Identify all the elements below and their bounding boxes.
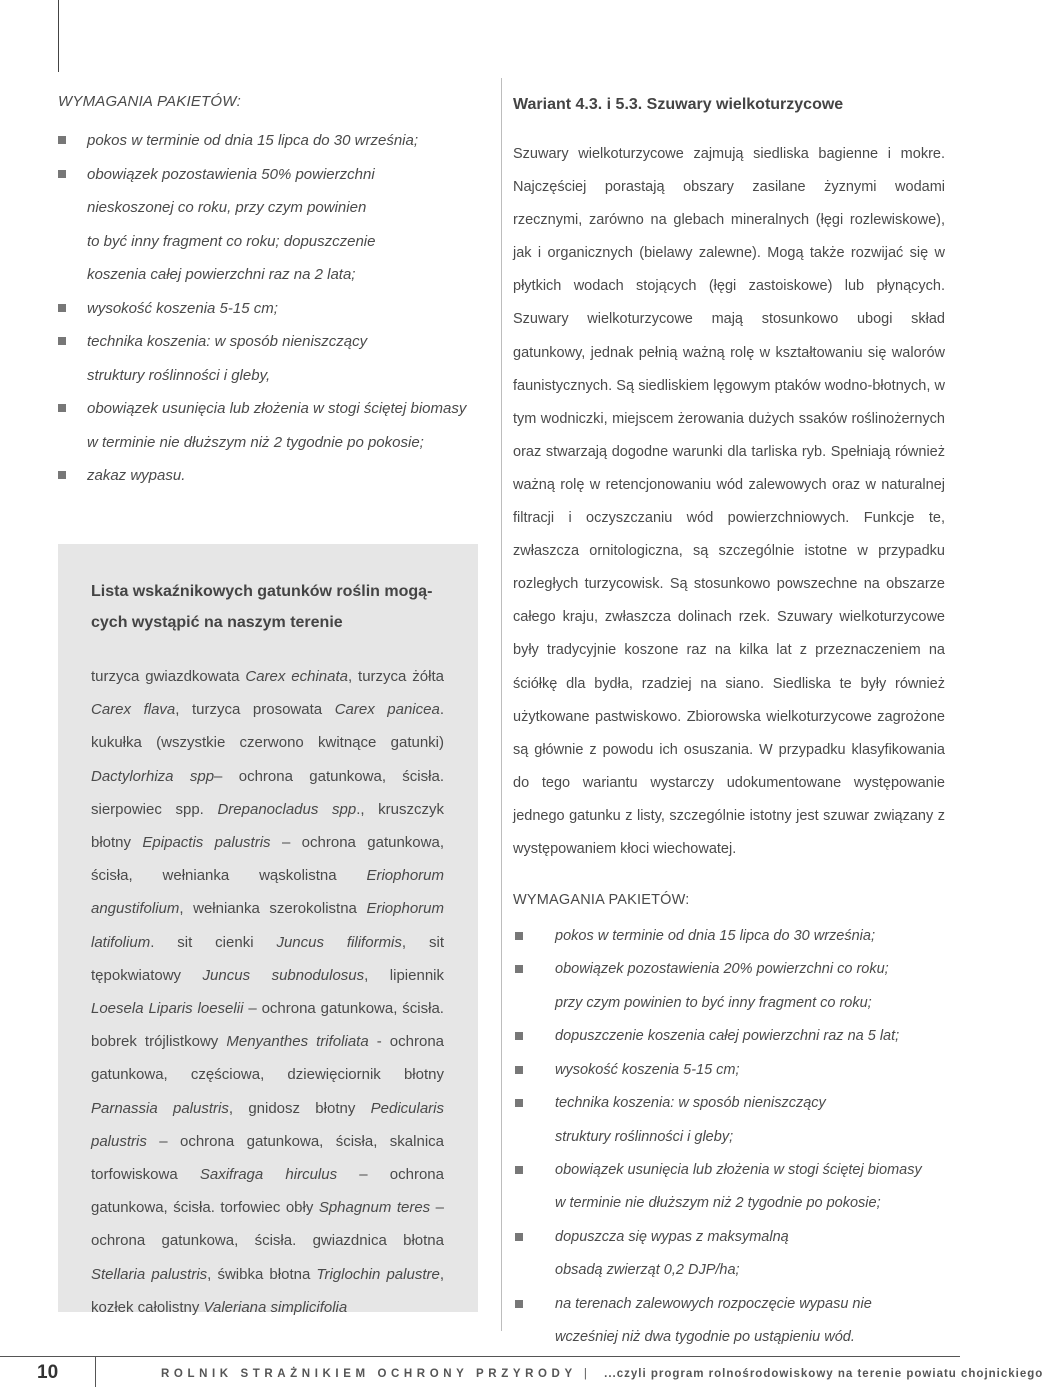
requirement-item: zakaz wypasu. bbox=[58, 459, 478, 493]
requirement-item: na terenach zalewowych rozpoczęcie wypasu nie wcześniej niż dwa tygodnie po ustąpieniu wód. bbox=[513, 1288, 945, 1355]
requirement-item: obowiązek usunięcia lub złożenia w stogi ściętej biomasy w terminie nie dłuższym niż 2 tygodnie po pokosie; bbox=[513, 1154, 945, 1221]
requirement-item: obowiązek pozostawienia 20% powierzchni co roku; przy czym powinien to być inny fragment co roku; bbox=[513, 953, 945, 1020]
square-bullet-icon bbox=[515, 1066, 523, 1074]
square-bullet-icon bbox=[515, 1233, 523, 1241]
species-text: - ochrona gatunkowa, częściowa, dziewięciornik błotny bbox=[91, 1033, 445, 1084]
requirements-heading: WYMAGANIA PAKIETÓW: bbox=[58, 93, 241, 110]
requirement-item: dopuszcza się wypas z maksymalną obsadą zwierząt 0,2 DJP/ha; bbox=[513, 1221, 945, 1288]
species-latin-name: Eriophorum latifolium bbox=[91, 900, 444, 951]
requirement-item: pokos w terminie od dnia 15 lipca do 30 września; bbox=[513, 920, 945, 953]
requirement-item: obowiązek usunięcia lub złożenia w stogi ściętej biomasy w terminie nie dłuższym niż 2 tygodnie po pokosie; bbox=[58, 392, 478, 459]
species-list-body bbox=[91, 660, 444, 1324]
section-title: Wariant 4.3. i 5.3. Szuwary wielkoturzycowe bbox=[513, 96, 844, 113]
footer-running-title bbox=[161, 1368, 1043, 1380]
species-text: , lipiennik bbox=[364, 966, 444, 984]
species-latin-name: Triglochin palustre bbox=[316, 1265, 440, 1283]
species-list-title: Lista wskaźnikowych gatunków roślin mogą- cych wystąpić na naszym terenie bbox=[91, 583, 433, 631]
species-latin-name: Juncus subnodulosus bbox=[202, 966, 365, 984]
species-text: – ochrona gatunkowa, ścisła. sierpowiec spp. bbox=[91, 767, 444, 818]
species-text: , wełnianka szerokolistna bbox=[179, 900, 367, 918]
series-subtitle: ...czyli program rolnośrodowiskowy na terenie powiatu chojnickiego bbox=[604, 1368, 1043, 1380]
species-latin-name: Parnassia palustris bbox=[91, 1099, 229, 1117]
requirements-heading: WYMAGANIA PAKIETÓW: bbox=[513, 892, 690, 909]
square-bullet-icon bbox=[58, 404, 66, 412]
species-latin-name: Saxifraga hirculus bbox=[199, 1166, 338, 1184]
top-margin-line bbox=[58, 0, 59, 72]
species-latin-name: Sphagnum teres bbox=[318, 1199, 431, 1217]
species-latin-name: Dactylorhiza spp bbox=[91, 767, 215, 785]
requirement-item: pokos w terminie od dnia 15 lipca do 30 września; bbox=[58, 124, 478, 158]
column-divider bbox=[501, 78, 502, 1331]
species-latin-name: Eriophorum angustifolium bbox=[91, 867, 444, 918]
footer-divider bbox=[95, 1357, 96, 1387]
requirement-item: obowiązek pozostawienia 50% powierzchni nieskoszonej co roku, przy czym powinien to być inny fragment co roku; dopuszczenie koszenia całej powierzchni raz na 2 lata; bbox=[58, 158, 478, 292]
species-latin-name: Stellaria palustris bbox=[91, 1265, 208, 1283]
requirement-item: technika koszenia: w sposób nieniszczący struktury roślinności i gleby; bbox=[513, 1087, 945, 1154]
square-bullet-icon bbox=[58, 471, 66, 479]
series-title: ROLNIK STRAŻNIKIEM OCHRONY PRZYRODY bbox=[161, 1368, 577, 1380]
species-text: – ochrona gatunkowa, ścisła. gwiazdnica błotna bbox=[91, 1199, 444, 1250]
requirements-list bbox=[58, 124, 478, 493]
footer-separator: | bbox=[583, 1368, 587, 1380]
footer-rule bbox=[0, 1356, 960, 1357]
species-latin-name: Valeriana simplicifolia bbox=[203, 1298, 348, 1316]
species-text: , gnidosz błotny bbox=[228, 1099, 371, 1117]
species-text: . kukułka (wszystkie czerwono kwitnące gatunki) bbox=[91, 701, 444, 752]
species-text: , turzyca prosowata bbox=[175, 701, 335, 719]
requirement-item: dopuszczenie koszenia całej powierzchni raz na 5 lat; bbox=[513, 1020, 945, 1053]
square-bullet-icon bbox=[58, 136, 66, 144]
left-column bbox=[58, 92, 478, 493]
right-column bbox=[513, 92, 945, 1354]
species-list-box bbox=[58, 544, 478, 1316]
species-latin-name: Drepanocladus spp bbox=[217, 800, 357, 818]
square-bullet-icon bbox=[515, 1032, 523, 1040]
species-text: – ochrona gatunkowa, ścisła, skalnica torfowiskowa bbox=[91, 1132, 444, 1184]
page-number: 10 bbox=[37, 1362, 59, 1383]
species-latin-name: Loesela Liparis loeselii bbox=[91, 1000, 244, 1018]
species-text: ., kruszczyk błotny bbox=[91, 800, 444, 852]
species-text: , kozłek całolistny bbox=[91, 1265, 444, 1316]
species-latin-name: Juncus filiformis bbox=[276, 933, 402, 951]
species-latin-name: Menyanthes trifoliata bbox=[226, 1033, 369, 1051]
species-text: turzyca gwiazdkowata bbox=[91, 668, 246, 685]
square-bullet-icon bbox=[58, 304, 66, 312]
requirement-item: wysokość koszenia 5-15 cm; bbox=[58, 292, 478, 326]
species-text: , turzyca żółta bbox=[347, 668, 444, 685]
species-latin-name: Epipactis palustris bbox=[142, 834, 271, 852]
species-latin-name: Carex panicea bbox=[334, 701, 440, 719]
requirement-item: wysokość koszenia 5-15 cm; bbox=[513, 1054, 945, 1087]
square-bullet-icon bbox=[515, 1166, 523, 1174]
section-body: Szuwary wielkoturzycowe zajmują siedliska bagienne i mokre. Najczęściej porastają obszary zasilane żyznymi wodami rzecznymi, zarówno na glebach mineralnych (łęgi rozlewiskowe), jak i organicznych (bielawy zalewne). Mogą także rozwijać się w płytkich wodach stojących (łęgi zastoiskowe) lub płynących. Szuwary wielkoturzycowe mają stosunkowo ubogi skład gatunkowy, jednak pełnią ważną rolę w kształtowaniu się walorów faunistycznych. Są siedliskiem lęgowym ptaków wodno-błotnych, w tym wodniczki, miejscem żerowania dużych ssaków roślinożernych oraz stwarzają dogodne warunki dla tarliska ryb. Spełniają również ważną rolę w retencjonowaniu wód zalewowych oraz w naturalnej filtracji i oczyszczaniu wód powierzchniowych. Funkcje te, zwłaszcza ornitologiczna, są szczególnie istotne w przypadku rozległych turzycowisk. Są stosunkowo powszechne na obszarze całego kraju, zwłaszcza dolinach rzek. Szuwary wielkoturzycowe były tradycyjnie koszone raz na kilka lat z przeznaczeniem na ściółkę dla bydła, rzadziej na siano. Siedliska te były również użytkowane pastwiskowo. Zbiorowska wielkoturzycowe zagrożone są głównie z powodu ich osuszania. W przypadku klasyfikowania do tego wariantu wystarczy udokumentowane występowanie jednego gatunku z listy, szczególnie istotny jest szuwar związany z występowaniem kłoci wiechowatej. bbox=[513, 146, 945, 857]
species-latin-name: Carex flava bbox=[91, 701, 176, 719]
species-text: – ochrona gatunkowa, ścisła. torfowiec obły bbox=[91, 1166, 444, 1217]
species-text: . sit cienki bbox=[150, 933, 277, 951]
square-bullet-icon bbox=[515, 932, 523, 940]
species-latin-name: Carex echinata bbox=[245, 668, 348, 685]
species-text: – ochrona gatunkowa, ścisła, wełnianka wąskolistna bbox=[91, 834, 444, 885]
requirements-list bbox=[513, 920, 945, 1354]
square-bullet-icon bbox=[58, 337, 66, 345]
square-bullet-icon bbox=[515, 965, 523, 973]
square-bullet-icon bbox=[515, 1300, 523, 1308]
species-text: , sit tępokwiatowy bbox=[91, 933, 444, 984]
square-bullet-icon bbox=[58, 170, 66, 178]
requirement-item: technika koszenia: w sposób nieniszczący struktury roślinności i gleby, bbox=[58, 325, 478, 392]
species-latin-name: Pedicularis palustris bbox=[91, 1099, 444, 1150]
species-text: – ochrona gatunkowa, ścisła. bobrek trójlistkowy bbox=[91, 1000, 444, 1051]
square-bullet-icon bbox=[515, 1099, 523, 1107]
species-text: , świbka błotna bbox=[207, 1265, 317, 1283]
